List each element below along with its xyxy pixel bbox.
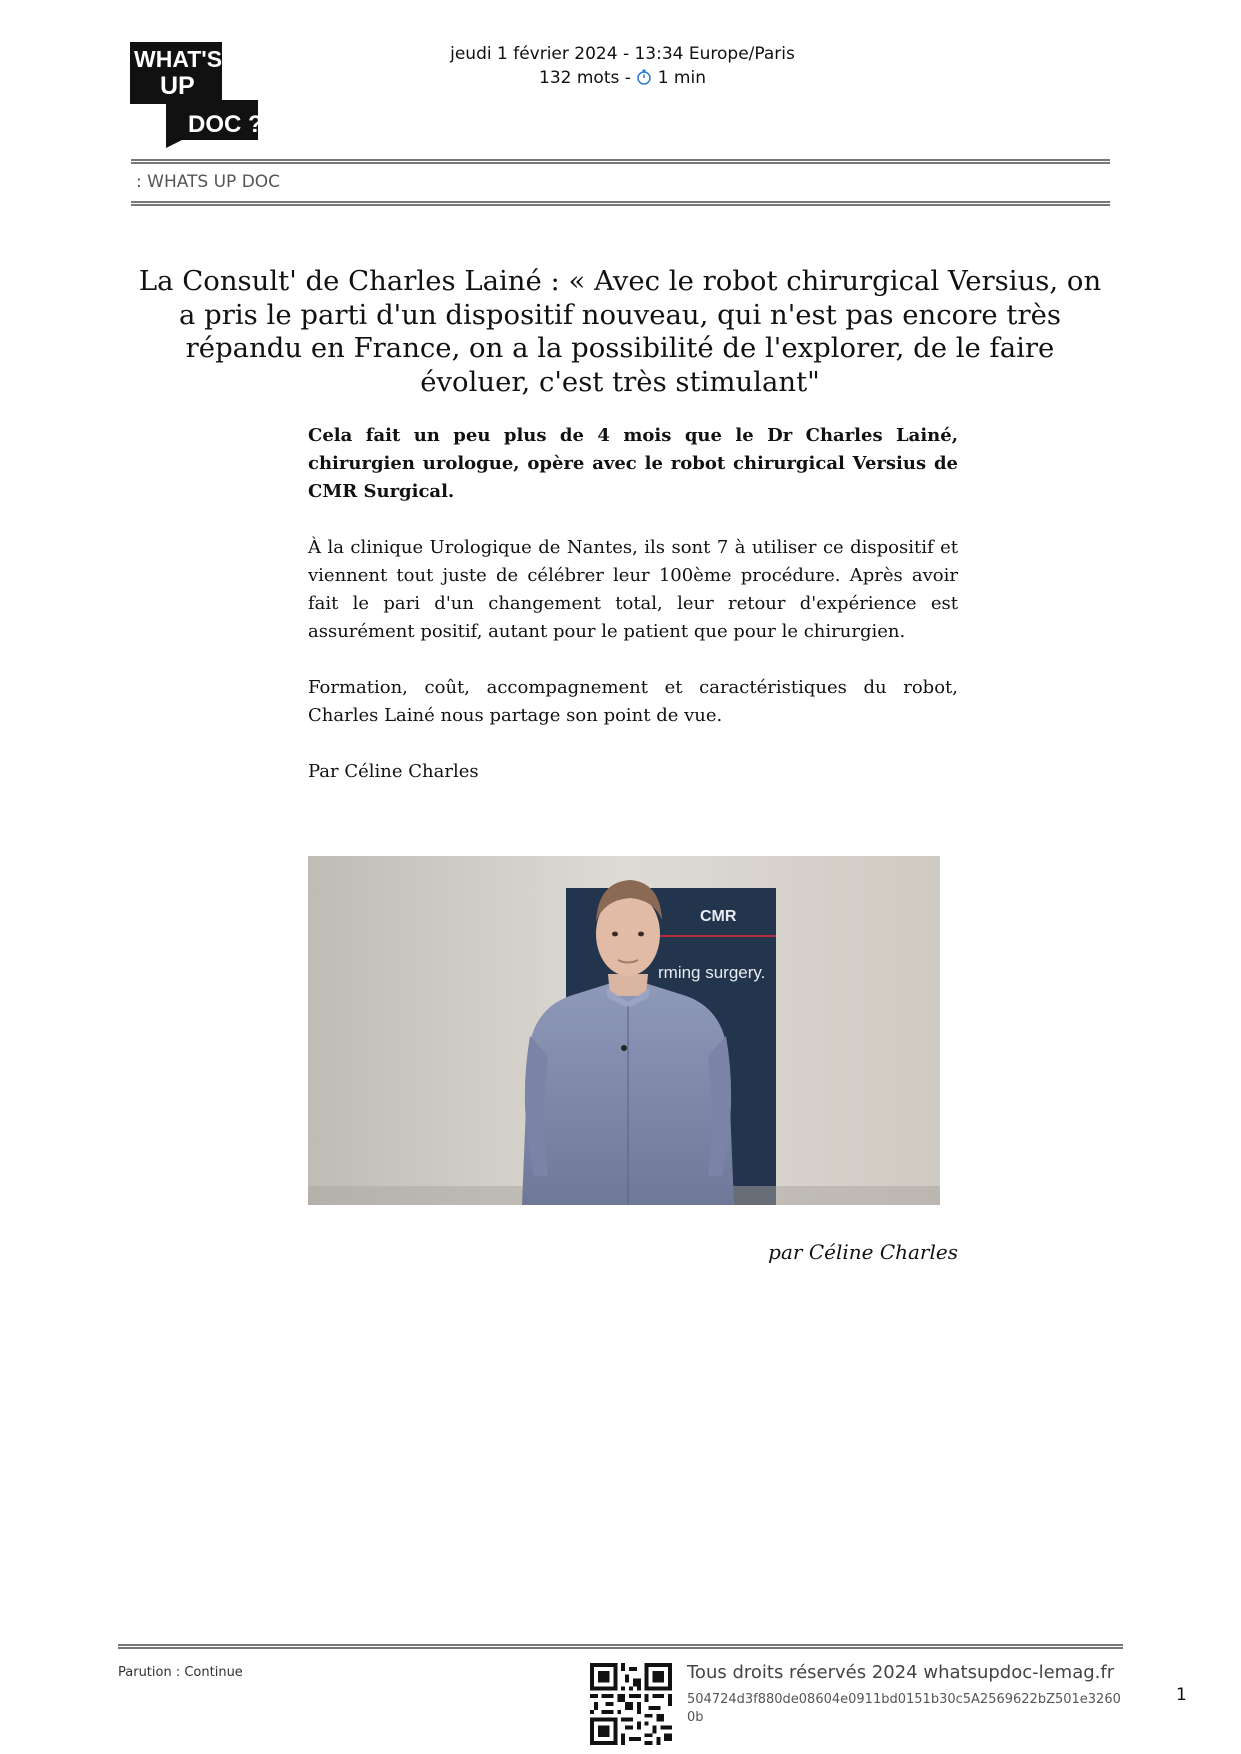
header-divider-top bbox=[131, 159, 1110, 164]
header-divider-bottom bbox=[131, 201, 1110, 206]
logo-line-3: DOC ? bbox=[188, 111, 258, 138]
page-number: 1 bbox=[1176, 1685, 1187, 1705]
reading-time: 1 min bbox=[657, 68, 706, 88]
stopwatch-icon bbox=[636, 68, 652, 84]
reading-info bbox=[400, 66, 845, 90]
whats-up-doc-logo bbox=[130, 42, 258, 148]
article-title: La Consult' de Charles Lainé : « Avec le robot chirurgical Versius, on a pris le parti d'un dispositif nouveau, qui n'est pas encore très répandu en France, on a la possibilité de l'explorer, de le faire évoluer, c'est très stimulant" bbox=[138, 265, 1102, 398]
logo-line-1: WHAT'S bbox=[134, 46, 223, 72]
qr-code bbox=[590, 1663, 672, 1745]
copyright-notice: Tous droits réservés 2024 whatsupdoc-lemag.fr bbox=[687, 1662, 1115, 1683]
banner-text: rming surgery. bbox=[658, 963, 766, 982]
article-body bbox=[308, 422, 958, 814]
article-paragraph: Formation, coût, accompagnement et caractéristiques du robot, Charles Lainé nous partage son point de vue. bbox=[308, 677, 958, 726]
article-photo bbox=[308, 856, 940, 1205]
footer-divider bbox=[118, 1644, 1123, 1649]
article-author-line: Par Céline Charles bbox=[308, 761, 479, 782]
article-paragraph: À la clinique Urologique de Nantes, ils sont 7 à utiliser ce dispositif et viennent tout juste de célébrer leur 100ème procédure. Après avoir fait le pari d'un changement total, leur retour d'expérience est assurément positif, autant pour le patient que pour le chirurgien. bbox=[308, 537, 958, 642]
document-hash: 504724d3f880de08604e0911bd0151b30c5A2569622bZ501e32600b bbox=[687, 1692, 1121, 1725]
word-count: 132 mots - bbox=[539, 68, 631, 88]
publish-datetime: jeudi 1 février 2024 - 13:34 Europe/Paris bbox=[450, 44, 795, 64]
parution-label: Parution : Continue bbox=[118, 1665, 243, 1680]
article-lead: Cela fait un peu plus de 4 mois que le Dr Charles Lainé, chirurgien urologue, opère avec le robot chirurgical Versius de CMR Surgical. bbox=[308, 425, 958, 502]
logo-line-2: UP bbox=[160, 72, 195, 100]
article-meta bbox=[400, 42, 845, 90]
source-label: : WHATS UP DOC bbox=[136, 172, 281, 192]
banner-logo: CMR bbox=[700, 908, 737, 925]
byline: par Céline Charles bbox=[768, 1240, 958, 1264]
